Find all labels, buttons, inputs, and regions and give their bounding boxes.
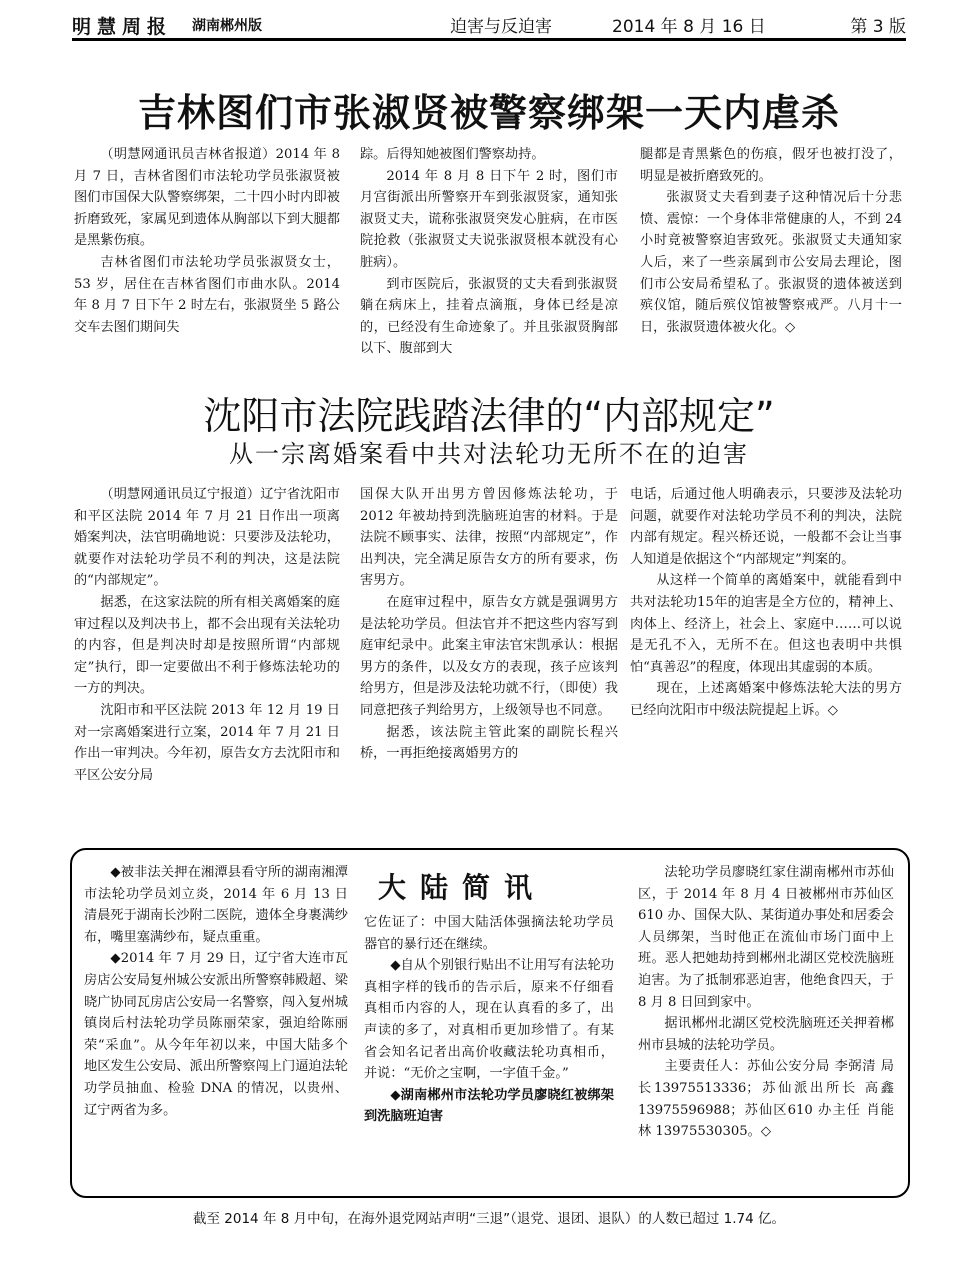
briefs-column-3 [638, 862, 894, 1143]
masthead-date: 2014 年 8 月 16 日 [612, 17, 766, 37]
paragraph: （明慧网通讯员吉林省报道）2014 年 8 月 7 日，吉林省图们市法轮功学员张淑贤被图们市国保大队警察绑架，二十四小时内即被折磨致死，家属见到遗体从胸部以下到大腿都是黑紫伤痕。 [74, 147, 340, 249]
brief-item: ◆2014 年 7 月 29 日，辽宁省大连市瓦房店公安局复州城公安派出所警察韩殿超、梁晓广协同瓦房店公安局一名警察，闯入复州城镇岗后村法轮功学员陈丽荣家，强迫给陈丽荣“采血”。从今年年初以来，中国大陆多个地区发生公安局、派出所警察闯上门逼迫法轮功学员抽血、检验 DNA 的情况，以贵州、辽宁两省为多。 [84, 951, 348, 1118]
article1-column-2 [360, 144, 618, 360]
article2-column-1 [74, 484, 340, 786]
paragraph: 沈阳市和平区法院 2013 年 12 月 19 日对一宗离婚案进行立案，2014 年 7 月 21 日作出一审判决。今年初，原告女方去沈阳市和平区公安分局 [74, 702, 340, 783]
brief-heading: ◆湖南郴州市法轮功学员廖晓红被绑架到洗脑班迫害 [364, 1087, 614, 1125]
paragraph: （明慧网通讯员辽宁报道）辽宁省沈阳市和平区法院 2014 年 7 月 21 日作出一项离婚案判决，法官明确地说：只要涉及法轮功，就要作对法轮功学员不利的判决，这是法院的“内部规定”。 [74, 487, 340, 589]
brief-item: 它佐证了：中国大陆活体强摘法轮功学员器官的暴行还在继续。 [364, 915, 614, 952]
masthead-edition: 湖南郴州版 [192, 18, 262, 34]
paragraph: 国保大队开出男方曾因修炼法轮功，于 2012 年被劫持到洗脑班迫害的材料。于是法院不顾事实、法律，按照“内部规定”，作出判决，完全满足原告女方的所有要求，伤害男方。 [360, 487, 618, 589]
article2-column-3 [630, 484, 902, 722]
article1-title: 吉林图们市张淑贤被警察绑架一天内虐杀 [137, 91, 840, 135]
masthead-rule [72, 38, 906, 41]
masthead [72, 12, 906, 38]
brief-item: 据讯郴州北湖区党校洗脑班还关押着郴州市县城的法轮功学员。 [638, 1016, 894, 1053]
brief-item: 法轮功学员廖晓红家住湖南郴州市苏仙区，于 2014 年 8 月 4 日被郴州市苏仙区 610 办、国保大队、某街道办事处和居委会人员绑架，当时他正在流仙市场门面中上班。恶人把她劫持到郴州北湖区党校洗脑班迫害。为了抵制邪恶迫害，他绝食四天，于 8 月 8 日回到家中。 [638, 865, 894, 1010]
article2-column-2 [360, 484, 618, 765]
paragraph: 据悉，该法院主管此案的副院长程兴桥，一再拒绝接离婚男方的 [360, 724, 618, 762]
paragraph: 张淑贤丈夫看到妻子这种情况后十分悲愤、震惊：一个身体非常健康的人，不到 24 小时竟被警察迫害致死。张淑贤丈夫通知家人后，来了一些亲属到市公安局去理论，图们市公安局希望私了。张淑贤的遗体被送到殡仪馆，随后殡仪馆被警察戒严。八月十一日，张淑贤遗体被火化。◇ [640, 190, 902, 335]
article1-column-3 [640, 144, 902, 338]
paragraph: 从这样一个简单的离婚案中，就能看到中共对法轮功15年的迫害是全方位的，精神上、肉体上、经济上，社会上、家庭中……可以说是无孔不入，无所不在。但这也表明中共惧怕“真善忍”的程度，体现出其虚弱的本质。 [630, 573, 902, 675]
paragraph: 踪。后得知她被图们警察劫持。 [360, 147, 545, 162]
paragraph: 电话，后通过他人明确表示，只要涉及法轮功问题，就要作对法轮功学员不利的判决，法院内部有规定。程兴桥还说，一般都不会让当事人知道是依据这个“内部规定”判案的。 [630, 487, 902, 567]
brief-item: ◆被非法关押在湘潭县看守所的湖南湘潭市法轮功学员刘立炎，2014 年 6 月 13 日清晨死于湖南长沙附二医院，遗体全身裹满纱布，嘴里塞满纱布，疑点重重。 [84, 865, 348, 945]
briefs-column-2 [364, 912, 614, 1128]
masthead-section: 迫害与反迫害 [450, 17, 552, 37]
briefs-title: 大陆简讯 [378, 871, 547, 904]
footer-note: 截至 2014 年 8 月中旬，在海外退党网站声明“三退”（退党、退团、退队）的人数已超过 1.74 亿。 [193, 1211, 785, 1227]
brief-item: ◆自从个别银行贴出不让用写有法轮功真相字样的钱币的告示后，原来不仔细看真相币内容的人，现在认真看的多了，出声读的多了，对真相币更加珍惜了。有某省会知名记者出高价收藏法轮功真相币，并说：“无价之宝啊，一字值千金。” [364, 958, 614, 1082]
article1-column-1 [74, 144, 340, 338]
paragraph: 吉林省图们市法轮功学员张淑贤女士，53 岁，居住在吉林省图们市曲水队。2014 年 8 月 7 日下午 2 时左右，张淑贤坐 5 路公交车去图们期间失 [74, 254, 340, 335]
masthead-page-number: 第 3 版 [850, 17, 906, 37]
paragraph: 腿都是青黑紫色的伤痕，假牙也被打没了，明显是被折磨致死的。 [640, 147, 902, 184]
briefs-column-1 [84, 862, 348, 1121]
brief-item: 主要责任人：苏仙公安分局 李弼清 局长13975513336；苏仙派出所长 高鑫13975596988；苏仙区610 办主任 肖能林 13975530305。◇ [638, 1059, 894, 1140]
article2-title: 沈阳市法院践踏法律的“内部规定” [203, 394, 775, 438]
masthead-brand: 明慧周报 [72, 16, 173, 38]
paragraph: 到市医院后，张淑贤的丈夫看到张淑贤躺在病床上，挂着点滴瓶，身体已经是凉的，已经没有生命迹象了。并且张淑贤胸部以下、腹部到大 [360, 276, 618, 357]
article2-subtitle: 从一宗离婚案看中共对法轮功无所不在的迫害 [229, 440, 749, 468]
paragraph: 现在，上述离婚案中修炼法轮大法的男方已经向沈阳市中级法院提起上诉。◇ [630, 681, 902, 718]
paragraph: 在庭审过程中，原告女方就是强调男方是法轮功学员。但法官并不把这些内容写到庭审纪录中。此案主审法官宋凯承认：根据男方的条件，以及女方的表现，孩子应该判给男方，但是涉及法轮功就不行，（即使）我同意把孩子判给男方，上级领导也不同意。 [360, 594, 618, 718]
paragraph: 据悉，在这家法院的所有相关离婚案的庭审过程以及判决书上，都不会出现有关法轮功的内容，但是判决时却是按照所谓“内部规定”执行，即一定要做出不利于修炼法轮功的一方的判决。 [74, 594, 340, 697]
paragraph: 2014 年 8 月 8 日下午 2 时，图们市月宫街派出所警察开车到张淑贤家，通知张淑贤丈夫，谎称张淑贤突发心脏病，在市医院抢救（张淑贤丈夫说张淑贤根本就没有心脏病）。 [360, 168, 618, 270]
